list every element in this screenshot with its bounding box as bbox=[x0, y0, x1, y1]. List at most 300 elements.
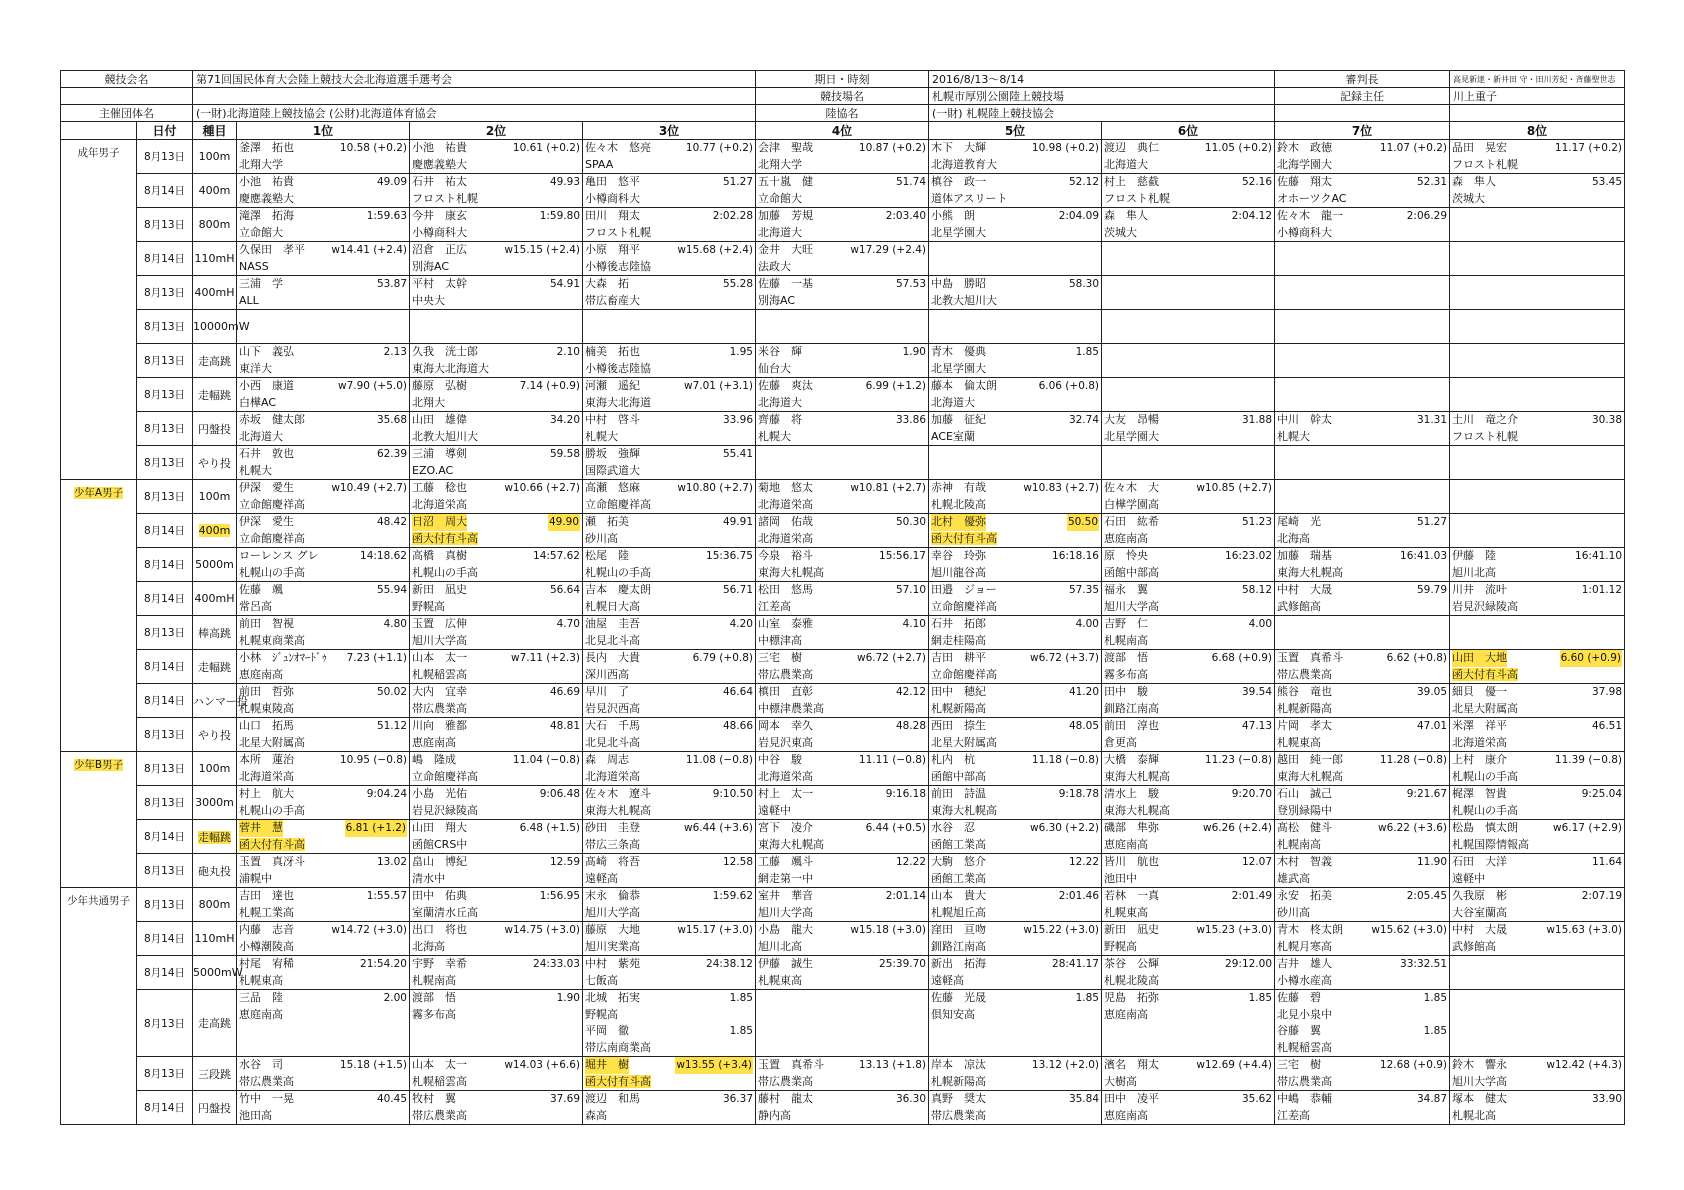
place-cell bbox=[237, 310, 410, 344]
place-cell bbox=[1275, 888, 1450, 922]
athlete-line bbox=[1452, 718, 1622, 735]
athlete-line bbox=[239, 140, 407, 157]
event-name: 400mH bbox=[194, 592, 235, 605]
athlete-line bbox=[758, 854, 926, 871]
event-date: 8月13日 bbox=[137, 344, 193, 378]
athlete-line bbox=[1277, 412, 1447, 429]
team-name: 立命館慶祥高 bbox=[931, 667, 997, 681]
athlete-name: 玉置 真希斗 bbox=[1277, 651, 1344, 664]
athlete-mark: 11.28 (−0.8) bbox=[1379, 754, 1448, 766]
athlete-mark: 10.95 (−0.8) bbox=[339, 754, 407, 766]
team-name: 札幌国際情報高 bbox=[1452, 837, 1530, 851]
athlete-mark: 46.64 bbox=[722, 686, 753, 698]
athlete-line bbox=[585, 412, 753, 429]
athlete-team bbox=[412, 837, 580, 854]
place-cell bbox=[1102, 548, 1275, 582]
athlete-line bbox=[239, 208, 407, 225]
athlete-mark: 2:01.46 bbox=[1058, 890, 1099, 902]
athlete-name: 山下 義弘 bbox=[239, 345, 294, 358]
team-name: 北海道大 bbox=[239, 429, 283, 443]
team-name: 武修館高 bbox=[1452, 939, 1497, 953]
athlete-mark: 2:03.40 bbox=[885, 210, 926, 222]
athlete-mark: 14:18.62 bbox=[360, 550, 407, 562]
team-name: 北星大附属高 bbox=[931, 735, 997, 749]
place-cell bbox=[1102, 820, 1275, 854]
place-cell bbox=[237, 174, 410, 208]
athlete-name: 宮下 凌介 bbox=[758, 821, 813, 834]
athlete-mark: w15.62 (+3.0) bbox=[1371, 924, 1448, 936]
athlete-line bbox=[1452, 786, 1622, 803]
athlete-mark: 34.87 bbox=[1416, 1093, 1448, 1105]
athlete-team bbox=[931, 1108, 1099, 1125]
athlete-line bbox=[1104, 820, 1272, 837]
athlete-mark: 49.91 bbox=[722, 516, 753, 528]
place-cell bbox=[410, 310, 583, 344]
athlete-line bbox=[585, 140, 753, 157]
athlete-line bbox=[1104, 174, 1272, 191]
athlete-mark: w15.68 (+2.4) bbox=[677, 244, 753, 256]
result-row bbox=[61, 514, 1625, 548]
athlete-name: 本所 蓮治 bbox=[239, 753, 294, 766]
athlete-mark: 2:07.19 bbox=[1581, 890, 1623, 902]
athlete-name: 長内 大貴 bbox=[585, 651, 640, 664]
team-name: フロスト札幌 bbox=[585, 225, 651, 239]
event-date: 8月13日 bbox=[137, 616, 193, 650]
place-cell bbox=[1450, 786, 1625, 820]
team-name: 北見北斗高 bbox=[585, 633, 640, 647]
athlete-mark: 1:55.57 bbox=[366, 890, 407, 902]
athlete-team bbox=[412, 735, 580, 752]
event-name: 走高跳 bbox=[198, 1017, 231, 1030]
athlete-team bbox=[585, 293, 753, 310]
athlete-name: 平岡 徹 bbox=[585, 1024, 629, 1037]
place-cell bbox=[1102, 1091, 1275, 1125]
athlete-name: 沼倉 正広 bbox=[412, 243, 467, 256]
athlete-name: 尾崎 光 bbox=[1277, 515, 1322, 528]
col-event: 種目 bbox=[193, 122, 237, 140]
place-cell bbox=[1102, 616, 1275, 650]
athlete-team bbox=[1277, 803, 1447, 820]
athlete-name: 村尾 宥稀 bbox=[239, 957, 294, 970]
athlete-name: 金井 大旺 bbox=[758, 243, 813, 256]
athlete-mark: 2.10 bbox=[556, 346, 580, 358]
athlete-name: 釜澤 拓也 bbox=[239, 141, 294, 154]
athlete-team bbox=[758, 973, 926, 990]
athlete-mark: 6.99 (+1.2) bbox=[865, 380, 926, 392]
athlete-mark: 33:32.51 bbox=[1400, 958, 1448, 970]
category-label: 成年男子 bbox=[77, 147, 120, 159]
athlete-name: 北城 拓実 bbox=[585, 991, 640, 1004]
athlete-team bbox=[758, 1108, 926, 1125]
athlete-team bbox=[1277, 769, 1447, 786]
team-name: 武修館高 bbox=[1277, 599, 1322, 613]
place-cell bbox=[410, 684, 583, 718]
athlete-mark: 50.02 bbox=[376, 686, 407, 698]
athlete-name: 佐藤 爽汰 bbox=[758, 379, 813, 392]
athlete-name: 福永 翼 bbox=[1104, 583, 1148, 596]
athlete-team bbox=[239, 803, 407, 820]
place-cell bbox=[410, 922, 583, 956]
team-name: 東海大札幌高 bbox=[1277, 769, 1344, 783]
athlete-line bbox=[758, 956, 926, 973]
athlete-team bbox=[1104, 701, 1272, 718]
athlete-name: 牧村 翼 bbox=[412, 1092, 456, 1105]
athlete-team bbox=[1104, 973, 1272, 990]
event-name: 円盤投 bbox=[198, 422, 231, 436]
place-cell bbox=[1450, 242, 1625, 276]
place-cell bbox=[929, 208, 1102, 242]
place-cell bbox=[756, 752, 929, 786]
athlete-team bbox=[412, 973, 580, 990]
athlete-mark: 52.31 bbox=[1416, 176, 1448, 188]
athlete-name: 木下 大輝 bbox=[931, 141, 986, 154]
athlete-mark: 37.98 bbox=[1591, 686, 1623, 698]
place-cell bbox=[1450, 344, 1625, 378]
athlete-name: 中村 啓斗 bbox=[585, 413, 640, 426]
athlete-line bbox=[239, 548, 407, 565]
athlete-mark: 11.17 (+0.2) bbox=[1554, 142, 1623, 154]
athlete-team bbox=[239, 633, 407, 650]
athlete-team bbox=[1104, 531, 1272, 548]
athlete-line bbox=[1277, 514, 1447, 531]
team-name: フロスト札幌 bbox=[1452, 429, 1519, 443]
athlete-mark: 16:41.03 bbox=[1400, 550, 1448, 562]
athlete-team bbox=[1452, 769, 1622, 786]
athlete-line bbox=[1104, 956, 1272, 973]
event-name: 100m bbox=[198, 762, 231, 775]
athlete-name: 吉本 慶太朗 bbox=[585, 583, 651, 596]
place-cell bbox=[1275, 990, 1450, 1057]
place-cell bbox=[929, 684, 1102, 718]
athlete-team bbox=[585, 157, 753, 174]
place-cell bbox=[1450, 412, 1625, 446]
athlete-name: 吉田 耕平 bbox=[931, 651, 986, 664]
event-name-cell bbox=[193, 208, 237, 242]
event-date: 8月13日 bbox=[137, 276, 193, 310]
athlete-team bbox=[1104, 429, 1272, 446]
organizer-label: 主催団体名 bbox=[61, 105, 193, 122]
place-cell bbox=[583, 820, 756, 854]
athlete-line bbox=[1277, 174, 1447, 191]
result-row bbox=[61, 820, 1625, 854]
team-name: フロスト札幌 bbox=[1452, 157, 1519, 171]
athlete-mark: w15.23 (+3.0) bbox=[1196, 924, 1273, 936]
athlete-name: 谷藤 翼 bbox=[1277, 1024, 1322, 1037]
place-cell bbox=[237, 378, 410, 412]
team-name: 札幌稲雲高 bbox=[412, 1074, 467, 1088]
athlete-name: 石井 祐太 bbox=[412, 175, 467, 188]
athlete-team bbox=[585, 225, 753, 242]
athlete-mark: w17.29 (+2.4) bbox=[850, 244, 926, 256]
athlete-line bbox=[1277, 684, 1447, 701]
athlete-name: 佐々木 大 bbox=[1104, 481, 1159, 494]
athlete-team bbox=[1104, 735, 1272, 752]
category-label: 少年共通男子 bbox=[67, 895, 130, 907]
athlete-line bbox=[1104, 616, 1272, 633]
place-cell bbox=[1102, 344, 1275, 378]
athlete-name: 西田 捺生 bbox=[931, 719, 986, 732]
athlete-line bbox=[1277, 956, 1447, 973]
athlete-team bbox=[931, 633, 1099, 650]
result-row bbox=[61, 344, 1625, 378]
athlete-line bbox=[758, 1091, 926, 1108]
athlete-line bbox=[1277, 650, 1447, 667]
team-name: 函大付有斗高 bbox=[239, 837, 305, 851]
place-cell bbox=[410, 412, 583, 446]
col-place-3: 3位 bbox=[583, 122, 756, 140]
athlete-team bbox=[585, 939, 753, 956]
athlete-team bbox=[239, 599, 407, 616]
team-name: ALL bbox=[239, 293, 259, 307]
athlete-team bbox=[239, 735, 407, 752]
athlete-name: 大橋 泰輝 bbox=[1104, 753, 1159, 766]
athlete-team bbox=[585, 191, 753, 208]
event-name: やり投 bbox=[198, 728, 231, 742]
athlete-name: 伊深 愛生 bbox=[239, 515, 294, 528]
athlete-mark: 55.41 bbox=[722, 448, 753, 460]
team-name: 立命館慶祥高 bbox=[239, 531, 305, 545]
athlete-team bbox=[1277, 667, 1447, 684]
team-name: 函館CRS中 bbox=[412, 837, 468, 851]
place-cell bbox=[929, 344, 1102, 378]
athlete-line bbox=[931, 922, 1099, 939]
team-name: 旭川実業高 bbox=[585, 939, 640, 953]
place-cell bbox=[410, 378, 583, 412]
team-name: 東海大札幌高 bbox=[585, 803, 651, 817]
category-label: 少年B男子 bbox=[73, 759, 124, 771]
athlete-team bbox=[1104, 497, 1272, 514]
team-name: 東海大札幌高 bbox=[1277, 565, 1344, 579]
athlete-mark: 21:54.20 bbox=[360, 958, 407, 970]
event-date: 8月14日 bbox=[137, 922, 193, 956]
team-name: 深川西高 bbox=[585, 667, 629, 681]
place-cell bbox=[237, 548, 410, 582]
athlete-mark: 50.30 bbox=[895, 516, 926, 528]
athlete-name: 伊深 愛生 bbox=[239, 481, 294, 494]
athlete-name: 今井 康玄 bbox=[412, 209, 467, 222]
athlete-team bbox=[585, 837, 753, 854]
athlete-team bbox=[931, 905, 1099, 922]
athlete-mark: 1.85 bbox=[1075, 346, 1099, 358]
athlete-mark: 25:39.70 bbox=[879, 958, 926, 970]
team-name: 東海大北海道大 bbox=[412, 361, 489, 375]
place-cell bbox=[756, 140, 929, 174]
athlete-team bbox=[758, 667, 926, 684]
athlete-line bbox=[1104, 990, 1272, 1007]
athlete-mark: 47.01 bbox=[1416, 720, 1448, 732]
athlete-mark: 13.12 (+2.0) bbox=[1031, 1059, 1099, 1071]
team-name: 北海道大 bbox=[758, 225, 802, 239]
team-name: 札幌新陽高 bbox=[1277, 701, 1333, 715]
athlete-name: 鈴木 政徳 bbox=[1277, 141, 1333, 154]
athlete-mark: 1.85 bbox=[729, 992, 753, 1004]
athlete-mark: 32.74 bbox=[1068, 414, 1099, 426]
athlete-name: 森 周志 bbox=[585, 753, 629, 766]
athlete-line bbox=[758, 344, 926, 361]
athlete-mark: 58.12 bbox=[1241, 584, 1273, 596]
event-name: 400m bbox=[198, 184, 231, 197]
athlete-team bbox=[585, 769, 753, 786]
athlete-mark: w6.72 (+2.7) bbox=[857, 652, 926, 664]
athlete-mark: 2:06.29 bbox=[1406, 210, 1448, 222]
athlete-line bbox=[1452, 684, 1622, 701]
athlete-name: 森 隼人 bbox=[1104, 209, 1148, 222]
athlete-team bbox=[931, 293, 1099, 310]
athlete-team bbox=[1277, 429, 1447, 446]
athlete-mark: w15.22 (+3.0) bbox=[1023, 924, 1099, 936]
athlete-team bbox=[585, 1040, 753, 1057]
athlete-name: 村上 太一 bbox=[758, 787, 813, 800]
athlete-line bbox=[585, 480, 753, 497]
athlete-line bbox=[412, 174, 580, 191]
place-cell bbox=[929, 582, 1102, 616]
athlete-name: 諸岡 佑哉 bbox=[758, 515, 813, 528]
athlete-line bbox=[412, 208, 580, 225]
team-name: 北海道大 bbox=[1104, 157, 1148, 171]
place-cell bbox=[929, 650, 1102, 684]
athlete-team bbox=[1104, 633, 1272, 650]
athlete-team bbox=[931, 939, 1099, 956]
event-name-cell bbox=[193, 276, 237, 310]
athlete-name: 工藤 颯斗 bbox=[758, 855, 813, 868]
team-name: 森高 bbox=[585, 1108, 607, 1122]
place-cell bbox=[1450, 616, 1625, 650]
athlete-mark: 12.22 bbox=[1068, 856, 1099, 868]
team-name: 江差高 bbox=[1277, 1108, 1311, 1122]
athlete-team bbox=[931, 429, 1099, 446]
event-name-cell bbox=[193, 514, 237, 548]
team-name: 野幌高 bbox=[1104, 939, 1137, 953]
athlete-team bbox=[585, 905, 753, 922]
athlete-team bbox=[412, 293, 580, 310]
place-cell bbox=[1275, 820, 1450, 854]
place-cell bbox=[929, 616, 1102, 650]
team-name: 札幌東陵高 bbox=[239, 701, 294, 715]
athlete-line bbox=[1277, 752, 1447, 769]
athlete-line bbox=[239, 990, 407, 1007]
place-cell bbox=[929, 276, 1102, 310]
association-label: 陸協名 bbox=[756, 105, 929, 122]
category-cell bbox=[61, 480, 137, 752]
team-name: 札幌東高 bbox=[1277, 735, 1322, 749]
athlete-team bbox=[1104, 871, 1272, 888]
athlete-name: 加藤 征紀 bbox=[931, 413, 986, 426]
athlete-line bbox=[1277, 786, 1447, 803]
col-place-4: 4位 bbox=[756, 122, 929, 140]
athlete-name: 岸本 凉汰 bbox=[931, 1058, 986, 1071]
result-row bbox=[61, 718, 1625, 752]
athlete-mark: 31.88 bbox=[1241, 414, 1273, 426]
athlete-name: 伊藤 陸 bbox=[1452, 549, 1497, 562]
team-name: 中央大 bbox=[412, 293, 445, 307]
col-date: 日付 bbox=[137, 122, 193, 140]
event-name-cell bbox=[193, 582, 237, 616]
event-date: 8月13日 bbox=[137, 412, 193, 446]
athlete-line bbox=[931, 582, 1099, 599]
team-name: 帯広農業高 bbox=[239, 1074, 294, 1088]
athlete-team bbox=[931, 701, 1099, 718]
athlete-mark: 4.80 bbox=[383, 618, 407, 630]
athlete-line bbox=[585, 752, 753, 769]
place-cell bbox=[756, 480, 929, 514]
team-name: 北海道大 bbox=[758, 395, 802, 409]
place-cell bbox=[583, 480, 756, 514]
athlete-team bbox=[1452, 565, 1622, 582]
athlete-line bbox=[585, 1091, 753, 1108]
athlete-line bbox=[758, 786, 926, 803]
place-cell bbox=[410, 174, 583, 208]
event-name: 三段跳 bbox=[198, 1067, 231, 1081]
athlete-name: 石田 紘希 bbox=[1104, 515, 1159, 528]
athlete-mark: 24:38.12 bbox=[706, 958, 753, 970]
results-sheet bbox=[60, 70, 1624, 1125]
athlete-mark: 48.66 bbox=[722, 720, 753, 732]
event-name-cell bbox=[193, 1091, 237, 1125]
athlete-name: 若林 一真 bbox=[1104, 889, 1159, 902]
result-row bbox=[61, 854, 1625, 888]
team-name: 札幌工業高 bbox=[239, 905, 294, 919]
team-name: 北星大附属高 bbox=[239, 735, 305, 749]
place-cell bbox=[929, 990, 1102, 1057]
place-cell bbox=[1275, 310, 1450, 344]
date-time: 2016/8/13～8/14 bbox=[929, 71, 1275, 88]
team-name: 北海学園大 bbox=[1277, 157, 1333, 171]
athlete-mark: 46.69 bbox=[549, 686, 580, 698]
event-date: 8月13日 bbox=[137, 752, 193, 786]
team-name: 網走桂陽高 bbox=[931, 633, 986, 647]
athlete-mark: 1.85 bbox=[729, 1025, 753, 1037]
place-cell bbox=[583, 446, 756, 480]
athlete-mark: w10.83 (+2.7) bbox=[1023, 482, 1099, 494]
place-cell bbox=[756, 1057, 929, 1091]
athlete-mark: 4.00 bbox=[1248, 618, 1273, 630]
place-cell bbox=[929, 140, 1102, 174]
col-place-6: 6位 bbox=[1102, 122, 1275, 140]
athlete-team bbox=[1277, 225, 1447, 242]
team-name: 旭川大学高 bbox=[585, 905, 640, 919]
place-cell bbox=[410, 140, 583, 174]
team-name: 北翔大学 bbox=[758, 157, 802, 171]
event-name: 400mH bbox=[194, 286, 235, 299]
team-name: 札幌山の手高 bbox=[585, 565, 651, 579]
athlete-line bbox=[758, 480, 926, 497]
athlete-team bbox=[931, 769, 1099, 786]
place-cell bbox=[1102, 140, 1275, 174]
team-name: 札幌南高 bbox=[412, 973, 456, 987]
team-name: 北見小泉中 bbox=[1277, 1007, 1333, 1021]
athlete-name: 新田 凪史 bbox=[1104, 923, 1159, 936]
team-name: 北海道栄高 bbox=[239, 769, 294, 783]
athlete-team bbox=[412, 565, 580, 582]
event-name: 400m bbox=[198, 524, 231, 537]
athlete-name: 嶋 隆成 bbox=[412, 753, 456, 766]
athlete-mark: w12.69 (+4.4) bbox=[1196, 1059, 1273, 1071]
place-cell bbox=[756, 310, 929, 344]
athlete-name: 熊谷 竜也 bbox=[1277, 685, 1333, 698]
event-name: 110mH bbox=[194, 252, 235, 265]
athlete-line bbox=[931, 684, 1099, 701]
athlete-line bbox=[239, 1091, 407, 1108]
event-name: 100m bbox=[198, 490, 231, 503]
place-cell bbox=[237, 990, 410, 1057]
team-name: 大谷室蘭高 bbox=[1452, 905, 1508, 919]
result-row bbox=[61, 412, 1625, 446]
team-name: 旭川大学高 bbox=[758, 905, 813, 919]
team-name: 茨城大 bbox=[1104, 225, 1137, 239]
team-name: 東海大北海道 bbox=[585, 395, 651, 409]
place-cell bbox=[410, 854, 583, 888]
team-name: 道体アスリート bbox=[931, 191, 1008, 205]
